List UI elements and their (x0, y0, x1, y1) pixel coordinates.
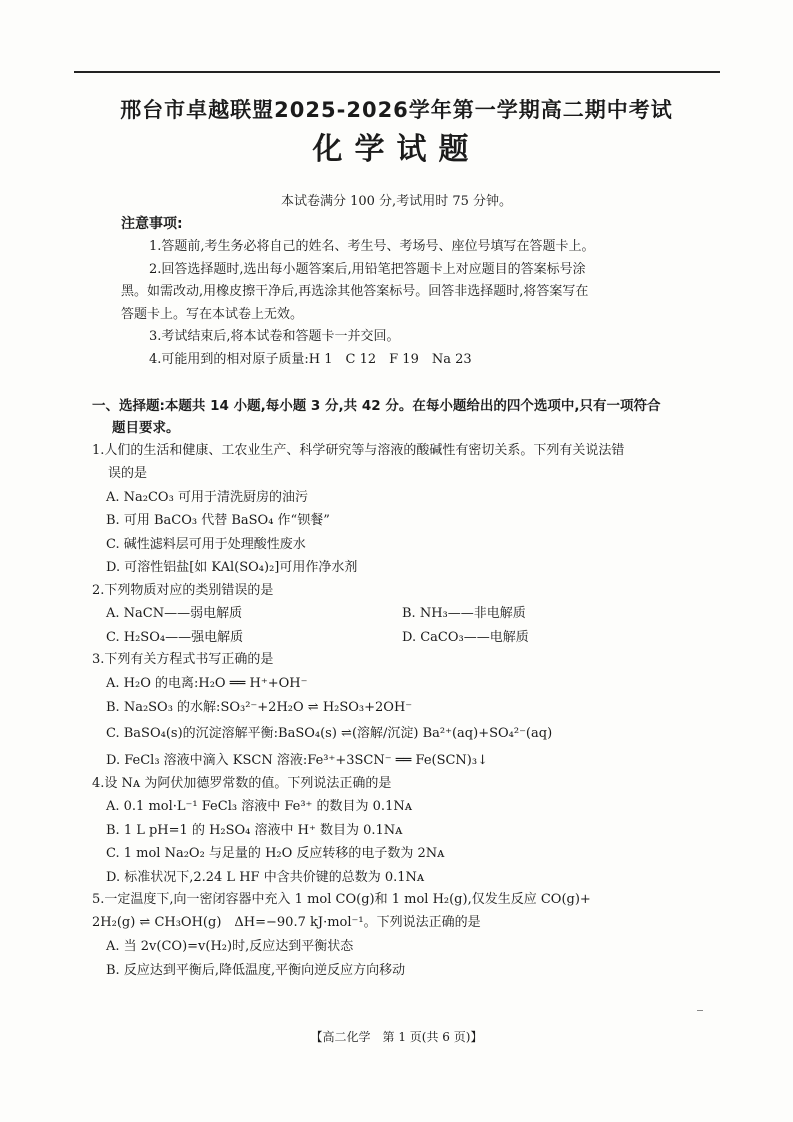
option-row (92, 602, 712, 626)
option-d: D. 标准状况下,2.24 L HF 中含共价键的总数为 0.1Nᴀ (106, 869, 425, 885)
question-5 (92, 889, 712, 982)
notice-item-continued: 黑。如需改动,用橡皮擦干净后,再选涂其他答案标号。回答非选择题时,将答案写在 (121, 284, 589, 299)
notice-heading: 注意事项: (121, 216, 183, 232)
option-b: B. 可用 BaCO₃ 代替 BaSO₄ 作“钡餐” (106, 513, 330, 529)
scan-mark (697, 1010, 703, 1011)
notice-list (121, 236, 681, 371)
option-row (92, 626, 712, 650)
stem-line: 2H₂(g) ⇌ CH₃OH(g) ΔH=−90.7 kJ·mol⁻¹。下列说法正确的是 (92, 915, 481, 931)
question-3 (92, 649, 712, 772)
question-1 (92, 440, 712, 580)
top-rule (74, 71, 720, 73)
option-c: C. H₂SO₄——强电解质 (106, 629, 244, 645)
option-d: D. CaCO₃——电解质 (402, 629, 529, 645)
option-b: B. 反应达到平衡后,降低温度,平衡向逆反应方向移动 (106, 962, 406, 978)
question-stem (92, 889, 712, 935)
question-2 (92, 580, 712, 650)
exam-title: 邢台市卓越联盟2025-2026学年第一学期高二期中考试 (120, 98, 673, 122)
notice-item: 2.回答选择题时,选出每小题答案后,用铅笔把答题卡上对应题目的答案标号涂 (149, 261, 586, 277)
option-a: A. 当 2v(CO)=v(H₂)时,反应达到平衡状态 (106, 939, 354, 955)
subject-title: 化学试题 (312, 132, 481, 167)
question-stem: 3.下列有关方程式书写正确的是 (92, 652, 274, 668)
question-4 (92, 773, 712, 890)
option-a: A. 0.1 mol·L⁻¹ FeCl₃ 溶液中 Fe³⁺ 的数目为 0.1Nᴀ (106, 799, 413, 815)
question-stem: 4.设 Nᴀ 为阿伏加德罗常数的值。下列说法正确的是 (92, 775, 392, 791)
section-heading-line: 一、选择题:本题共 14 小题,每小题 3 分,共 42 分。在每小题给出的四个选项中,只有一项符合 (92, 398, 661, 414)
question-list (92, 440, 712, 982)
exam-intro: 本试卷满分 100 分,考试用时 75 分钟。 (280, 194, 513, 209)
option-c: C. BaSO₄(s)的沉淀溶解平衡:BaSO₄(s) ⇌(溶解/沉淀) Ba²⁺(aq)+SO₄²⁻(aq) (106, 726, 553, 742)
notice-item: 1.答题前,考生务必将自己的姓名、考生号、考场号、座位号填写在答题卡上。 (149, 239, 595, 254)
stem-line: 误的是 (108, 465, 148, 481)
option-d: D. FeCl₃ 溶液中滴入 KSCN 溶液:Fe³⁺+3SCN⁻ ══ Fe(SCN)₃↓ (106, 753, 488, 769)
notice-item-continued: 答题卡上。写在本试卷上无效。 (121, 306, 304, 322)
question-stem (92, 440, 712, 486)
page-footer: 【高二化学 第 1 页(共 6 页)】 (310, 1030, 483, 1044)
option-c: C. 1 mol Na₂O₂ 与足量的 H₂O 反应转移的电子数为 2Nᴀ (106, 846, 445, 862)
option-d: D. 可溶性铝盐[如 KAl(SO₄)₂]可用作净水剂 (106, 560, 358, 576)
notice-item: 4.可能用到的相对原子质量:H 1 C 12 F 19 Na 23 (149, 351, 472, 367)
option-b: B. NH₃——非电解质 (402, 606, 526, 622)
question-stem: 2.下列物质对应的类别错误的是 (92, 582, 274, 598)
stem-line: 1.人们的生活和健康、工农业生产、科学研究等与溶液的酸碱性有密切关系。下列有关说法错 (92, 443, 625, 458)
option-a: A. H₂O 的电离:H₂O ══ H⁺+OH⁻ (106, 676, 308, 692)
option-a: A. Na₂CO₃ 可用于清洗厨房的油污 (106, 489, 308, 505)
option-c: C. 碱性滤料层可用于处理酸性废水 (106, 536, 306, 552)
notice-item: 3.考试结束后,将本试卷和答题卡一并交回。 (149, 329, 400, 344)
option-b: B. 1 L pH=1 的 H₂SO₄ 溶液中 H⁺ 数目为 0.1Nᴀ (106, 822, 403, 838)
option-a: A. NaCN——弱电解质 (106, 606, 243, 622)
section-heading (92, 395, 712, 439)
option-b: B. Na₂SO₃ 的水解:SO₃²⁻+2H₂O ⇌ H₂SO₃+2OH⁻ (106, 699, 413, 715)
section-heading-line: 题目要求。 (112, 420, 180, 436)
stem-line: 5.一定温度下,向一密闭容器中充入 1 mol CO(g)和 1 mol H₂(g),仅发生反应 CO(g)+ (92, 892, 591, 908)
